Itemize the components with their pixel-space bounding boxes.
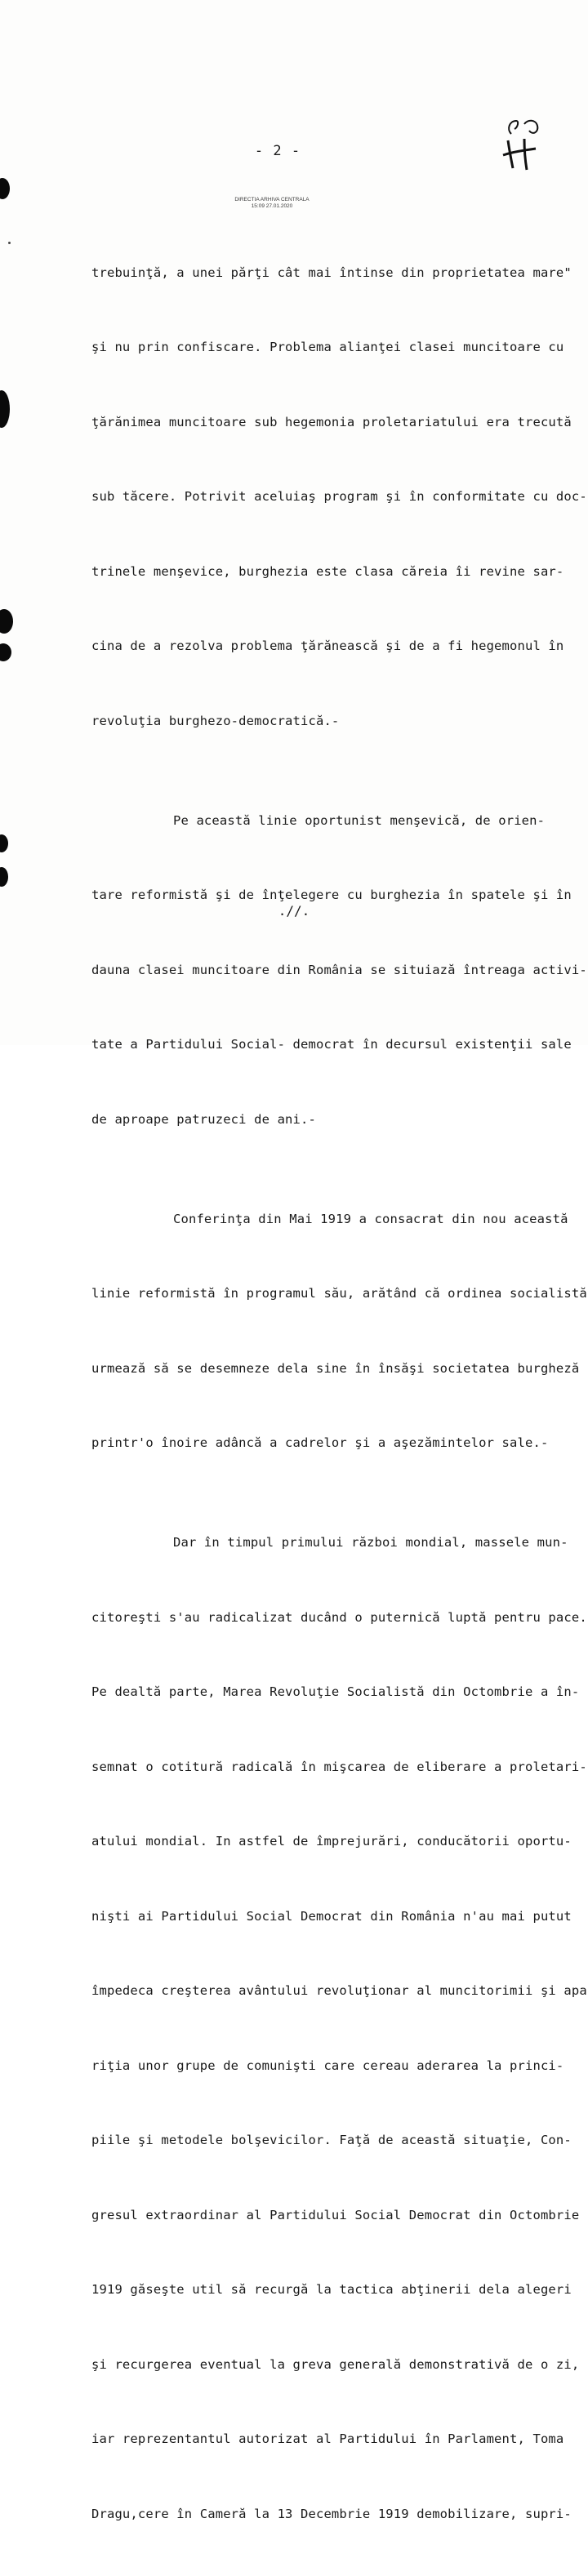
text-line: gresul extraordinar al Partidului Social Democrat din Octombrie [91,2207,580,2222]
punch-hole [0,390,10,428]
text-line: linie reformistă în programul său, arătând că ordinea socialistă [91,1286,587,1301]
punch-hole [0,609,13,634]
text-line: revoluţia burghezo-democratică.- [91,713,340,728]
stamp-line: 15:09 27.01.2020 [251,203,293,209]
text-line: trinele menşevice, burghezia este clasa căreia îi revine sar- [91,563,564,579]
text-line: 1919 găseşte util să recurgă la tactica abţinerii dela alegeri [91,2282,572,2297]
text-line: Pe dealtă parte, Marea Revoluţie Socialistă din Octombrie a în- [91,1684,580,1699]
text-line: şi recurgerea eventual la greva generală demonstrativă de o zi, [91,2356,580,2372]
handwritten-archive-mark [500,114,549,180]
text-line: Dar în timpul primului război mondial, massele mun- [173,1535,568,1550]
text-line: piile şi metodele bolşevicilor. Faţă de această situaţie, Con- [91,2133,572,2147]
text-line: de aproape patruzeci de ani.- [91,1111,316,1127]
text-line: şi nu prin confiscare. Problema alianţei clasei muncitoare cu [91,340,564,354]
text-line: citoreşti s'au radicalizat ducând o puternică luptă pentru pace. [91,1609,587,1625]
text-line: urmează să se desemneze dela sine în însăşi societatea burgheză [91,1360,580,1376]
text-line: Pe această linie oportunist menşevică, de orien- [173,812,546,828]
text-line: printr'o înoire adâncă a cadrelor şi a aşezămintelor sale.- [91,1435,549,1450]
text-line: cina de a rezolva problema ţărănească şi de a fi hegemonul în [91,638,564,653]
punch-hole [0,867,8,887]
text-line: nişti ai Partidului Social Democrat din România n'au mai putut [91,1908,572,1924]
text-line: dauna clasei muncitoare din România se situiază întreaga activi- [91,962,587,977]
text-line: împedeca creşterea avântului revoluţionar al muncitorimii şi apa [91,1983,587,1998]
margin-speck [8,242,11,244]
text-line: ţărănimea muncitoare sub hegemonia proletariatului era trecută [91,414,572,429]
punch-hole [0,834,8,852]
stamp-line: DIRECTIA ARHIVA CENTRALA [234,197,310,202]
text-line: Conferinţa din Mai 1919 a consacrat din nou această [173,1211,568,1226]
continuation-mark: .//. [278,903,310,919]
text-line: trebuinţă, a unei părţi cât mai întinse din proprietatea mare" [91,265,572,280]
page-number: - 2 - [254,143,301,159]
text-line: semnat o cotitură radicală în mişcarea de eliberare a proletari- [91,1759,587,1774]
text-line: tare reformistă şi de înţelegere cu burghezia în spatele şi în [91,888,572,902]
text-line: atului mondial. In astfel de împrejurări, conducătorii oportu- [91,1834,572,1849]
text-line: riţia unor grupe de comunişti care cereau aderarea la princi- [91,2058,564,2073]
punch-hole [0,643,11,661]
text-line: tate a Partidului Social- democrat în decursul existenţii sale [91,1037,572,1052]
text-line: Dragu,cere în Cameră la 13 Decembrie 1919 demobilizare, supri- [91,2506,572,2521]
text-line: sub tăcere. Potrivit aceluiaş program şi în conformitate cu doc- [91,489,587,504]
text-line: iar reprezentantul autorizat al Partidului în Parlament, Toma [91,2431,564,2446]
document-body [91,185,587,2576]
punch-hole [0,178,10,199]
